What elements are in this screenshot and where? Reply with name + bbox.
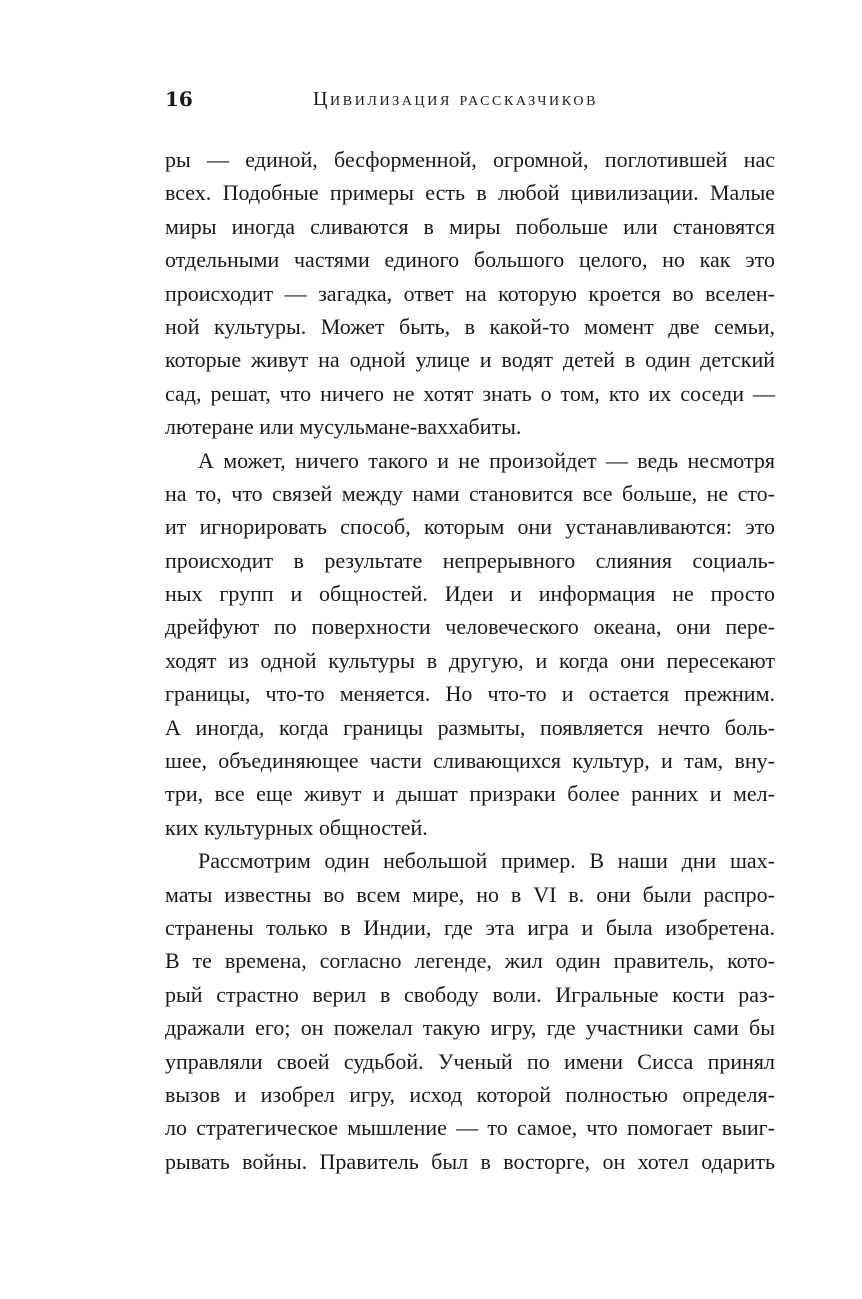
body-text bbox=[165, 143, 775, 1178]
text-line: вызов и изобрел игру, исход которой полностью определя- bbox=[165, 1081, 775, 1107]
text-line: шее, объединяющее части сливающихся культур, и там, вну- bbox=[165, 748, 775, 774]
paragraph-2 bbox=[165, 444, 775, 845]
text-line: отдельными частями единого большого целого, но как это bbox=[165, 247, 775, 273]
text-line: А иногда, когда границы размыты, появляется нечто боль- bbox=[165, 714, 775, 740]
text-line: сад, решат, что ничего не хотят знать о том, кто их соседи — bbox=[165, 380, 775, 406]
text-line: рый страстно верил в свободу воли. Игральные кости раз- bbox=[165, 981, 775, 1007]
text-line: ных групп и общностей. Идеи и информация не просто bbox=[165, 581, 775, 607]
text-line: маты известны во всем мире, но в VI в. они были распро- bbox=[165, 881, 775, 907]
text-line: ной культуры. Может быть, в какой-то момент две семьи, bbox=[165, 313, 775, 339]
running-head bbox=[165, 84, 775, 114]
text-line: дрейфуют по поверхности человеческого океана, они пере- bbox=[165, 614, 775, 640]
paragraph-1 bbox=[165, 143, 775, 444]
text-line: рывать войны. Правитель был в восторге, он хотел одарить bbox=[165, 1148, 775, 1174]
text-line: ры — единой, бесформенной, огромной, поглотившей нас bbox=[165, 147, 775, 172]
text-line: ло стратегическое мышление — то самое, что помогает выиг- bbox=[165, 1115, 775, 1141]
text-line: ходят из одной культуры в другую, и когда они пересекают bbox=[165, 647, 775, 673]
text-line: В те времена, согласно легенде, жил один правитель, кото- bbox=[165, 948, 775, 974]
text-line: границы, что-то меняется. Но что-то и остается прежним. bbox=[165, 681, 775, 707]
text-line: странены только в Индии, где эта игра и была изобретена. bbox=[165, 914, 775, 940]
text-line: ит игнорировать способ, которым они устанавливаются: это bbox=[165, 514, 775, 540]
text-line: Рассмотрим один небольшой пример. В наши дни шах- bbox=[198, 848, 775, 874]
text-line: всех. Подобные примеры есть в любой цивилизации. Малые bbox=[165, 180, 775, 206]
text-line: которые живут на одной улице и водят детей в один детский bbox=[165, 347, 775, 373]
text-line: лютеране или мусульмане-ваххабиты. bbox=[165, 414, 522, 440]
text-line: на то, что связей между нами становится все больше, не сто- bbox=[165, 480, 775, 506]
text-line: миры иногда сливаются в миры побольше или становятся bbox=[165, 213, 775, 239]
text-line: происходит — загадка, ответ на которую кроется во вселен- bbox=[165, 280, 775, 306]
page-number: 16 bbox=[165, 87, 193, 111]
text-line: ких культурных общностей. bbox=[165, 814, 428, 840]
text-line: три, все еще живут и дышат призраки более ранних и мел- bbox=[165, 781, 775, 807]
text-line: дражали его; он пожелал такую игру, где участники сами бы bbox=[165, 1015, 775, 1041]
paragraph-3 bbox=[165, 844, 775, 1178]
text-line: управляли своей судьбой. Ученый по имени Сисса принял bbox=[165, 1048, 775, 1074]
text-line: А может, ничего такого и не произойдет — ведь несмотря bbox=[198, 447, 775, 473]
text-line: происходит в результате непрерывного слияния социаль- bbox=[165, 547, 775, 573]
book-title: Цивилизация рассказчиков bbox=[313, 88, 599, 110]
